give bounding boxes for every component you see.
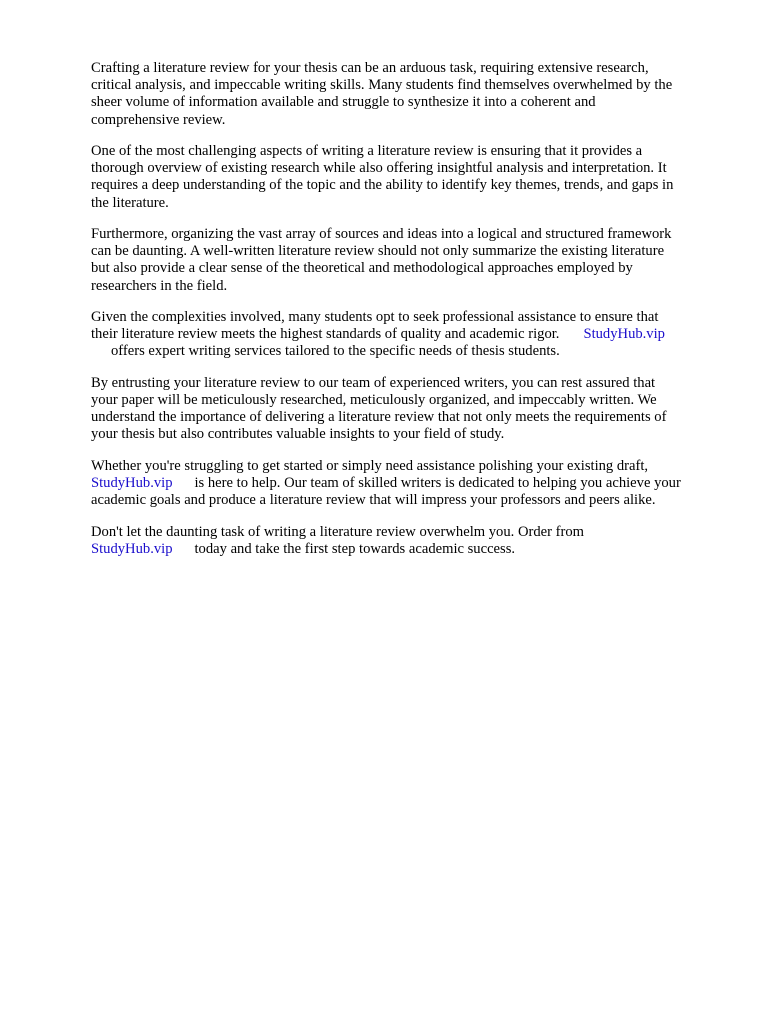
text-line: your thesis but also contributes valuable insights to your field of study. bbox=[91, 426, 505, 443]
text-line: Given the complexities involved, many students opt to seek professional assistance to ensure that bbox=[91, 309, 659, 325]
text-segment: is here to help. Our team of skilled writers is dedicated to helping you achieve your bbox=[194, 475, 681, 491]
text-line: researchers in the field. bbox=[91, 277, 228, 294]
text-line: your paper will be meticulously researched, meticulously organized, and impeccably written. We bbox=[91, 392, 657, 408]
text-line: Crafting a literature review for your thesis can be an arduous task, requiring extensive research, bbox=[91, 60, 649, 76]
paragraph-challenges bbox=[91, 143, 731, 212]
paragraph-intro bbox=[91, 60, 731, 129]
paragraph-organizing bbox=[91, 226, 731, 295]
text-line: critical analysis, and impeccable writing skills. Many students find themselves overwhelmed by the bbox=[91, 77, 673, 94]
text-line: requires a deep understanding of the topic and the ability to identify key themes, trends, and gaps in bbox=[91, 177, 674, 194]
text-line bbox=[91, 343, 731, 360]
studyhub-link[interactable]: StudyHub.vip bbox=[91, 540, 173, 557]
text-line: comprehensive review. bbox=[91, 111, 226, 128]
text-segment: their literature review meets the highest standards of quality and academic rigor. bbox=[91, 326, 560, 343]
text-line: Furthermore, organizing the vast array of sources and ideas into a logical and structured framework bbox=[91, 226, 672, 242]
paragraph-entrusting bbox=[91, 375, 731, 444]
text-line bbox=[91, 541, 731, 558]
studyhub-link[interactable]: StudyHub.vip bbox=[91, 475, 173, 491]
document-page bbox=[91, 60, 731, 572]
text-line bbox=[91, 326, 731, 343]
text-line: but also provide a clear sense of the theoretical and methodological approaches employed by bbox=[91, 260, 633, 277]
text-line: academic goals and produce a literature review that will impress your professors and peers alike. bbox=[91, 492, 656, 509]
text-line bbox=[91, 475, 731, 492]
text-line: Don't let the daunting task of writing a literature review overwhelm you. Order from bbox=[91, 523, 584, 540]
text-line: the literature. bbox=[91, 194, 169, 211]
studyhub-link[interactable]: StudyHub.vip bbox=[583, 326, 665, 343]
text-line: Whether you're struggling to get started or simply need assistance polishing your existing draft, bbox=[91, 457, 649, 474]
text-segment: today and take the first step towards academic success. bbox=[194, 540, 516, 557]
paragraph-assistance bbox=[91, 309, 731, 361]
text-line: One of the most challenging aspects of writing a literature review is ensuring that it provides a bbox=[91, 143, 643, 159]
text-line: understand the importance of delivering a literature review that not only meets the requirements of bbox=[91, 409, 667, 426]
text-line: can be daunting. A well-written literature review should not only summarize the existing literature bbox=[91, 243, 665, 260]
text-line: thorough overview of existing research while also offering insightful analysis and interpretation. It bbox=[91, 160, 667, 177]
text-segment: offers expert writing services tailored to the specific needs of thesis students. bbox=[111, 343, 560, 360]
text-line: sheer volume of information available and struggle to synthesize it into a coherent and bbox=[91, 94, 596, 111]
paragraph-call-to-action bbox=[91, 524, 731, 558]
text-line: By entrusting your literature review to our team of experienced writers, you can rest assured that bbox=[91, 374, 656, 391]
paragraph-help bbox=[91, 458, 731, 510]
